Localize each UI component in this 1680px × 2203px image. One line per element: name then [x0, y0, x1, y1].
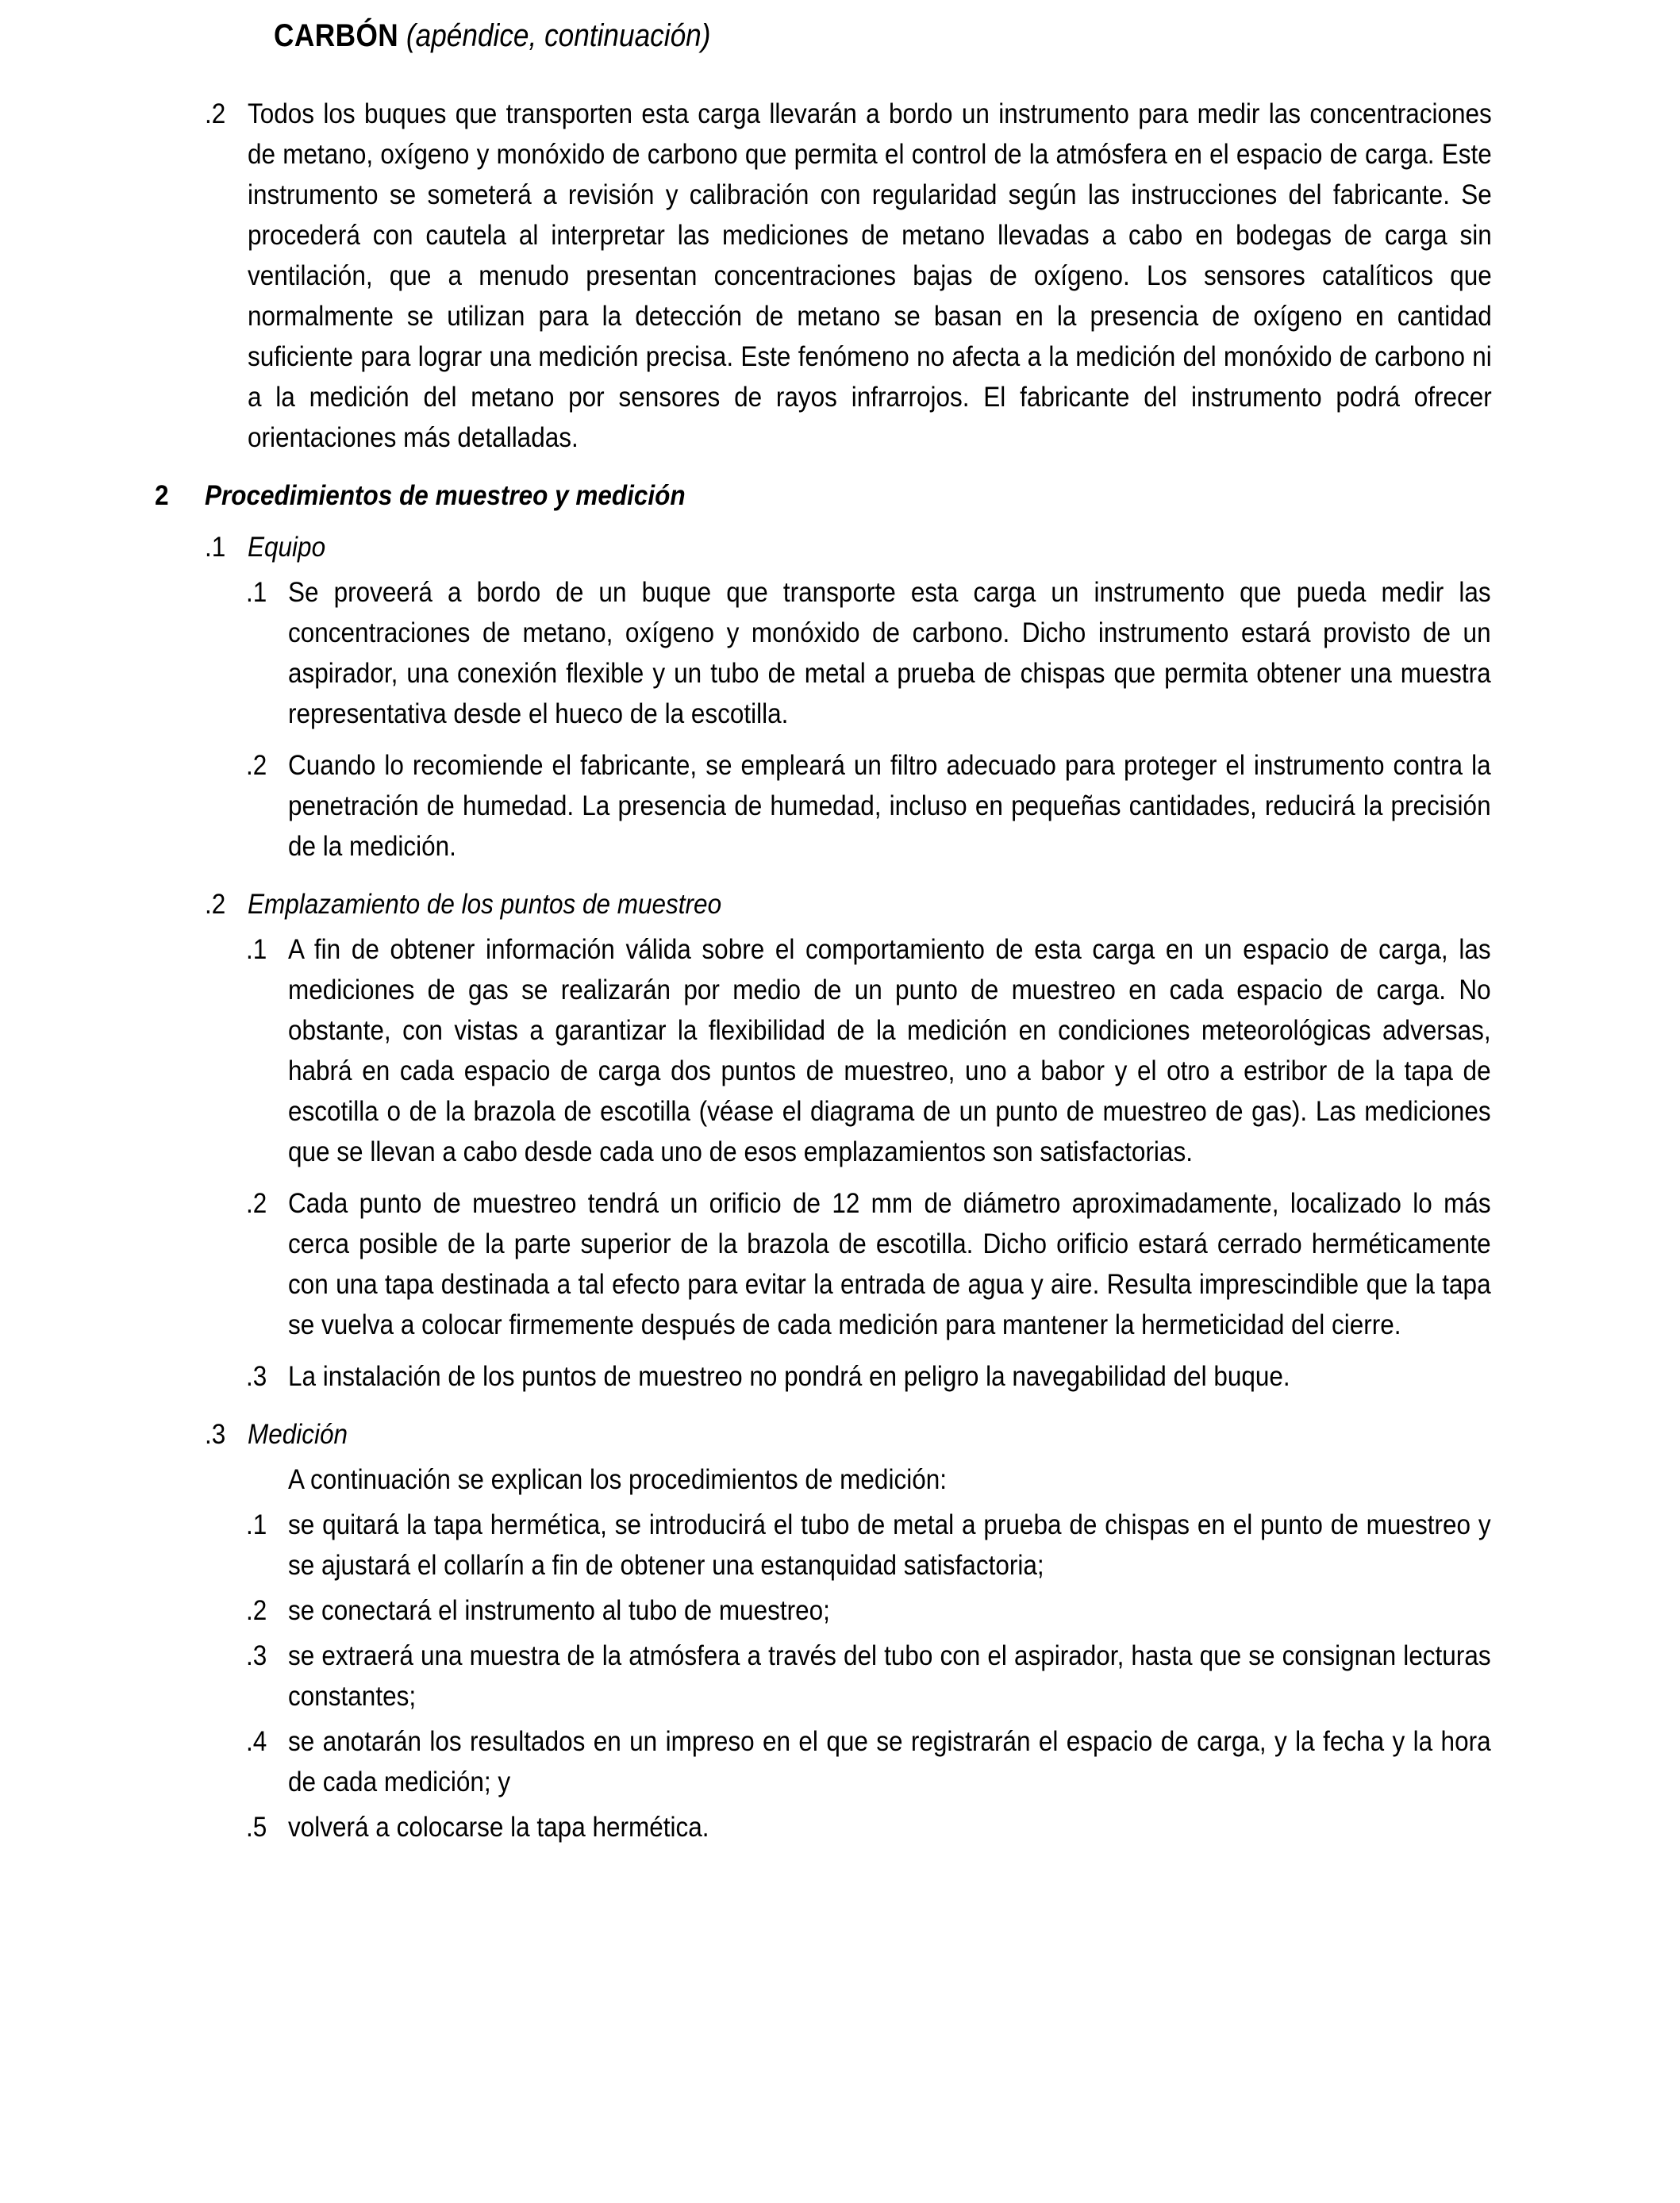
clause-text: se extraerá una muestra de la atmósfera a través del tubo con el aspirador, hasta que se consignan lecturas constantes; — [288, 1640, 1491, 1712]
document-body — [0, 94, 1680, 1847]
spacer — [0, 1345, 1680, 1356]
clause-text: Cada punto de muestreo tendrá un orificio de 12 mm de diámetro aproximadamente, localizado lo más cerca posible de la parte superior de la brazola de escotilla. Dicho orificio estará cerrado herméticamente con una tapa destinada a tal efecto para evitar la entrada de agua y aire. Resulta imprescindible que la tapa se vuelva a colocar firmemente después de cada medición para mantener la hermeticidad del cierre. — [288, 1188, 1491, 1340]
clause-marker: .1 — [246, 1509, 267, 1540]
clause-text: Todos los buques que transporten esta carga llevarán a bordo un instrumento para medir las concentraciones de metano, oxígeno y monóxido de carbono que permita el control de la atmósfera en el espacio de carga. Este instrumento se someterá a revisión y calibración con regularidad según las instrucciones del fabricante. Se procederá con cautela al interpretar las mediciones de metano llevadas a cabo en bodegas de carga sin ventilación, que a menudo presentan concentraciones bajas de oxígeno. Los sensores catalíticos que normalmente se utilizan para la detección de metano se basan en la presencia de oxígeno en cantidad suficiente para lograr una medición precisa. Este fenómeno no afecta a la medición del monóxido de carbono ni a la medición del metano por sensores de rayos infrarrojos. El fabricante del instrumento podrá ofrecer orientaciones más detalladas. — [248, 98, 1492, 453]
clause-text: se anotarán los resultados en un impreso en el que se registrarán el espacio de carga, y la fecha y la hora de cada medición; y — [288, 1726, 1491, 1797]
subsection-number: .1 — [205, 532, 226, 563]
subsection-heading — [0, 527, 1680, 567]
clause-marker: .4 — [246, 1726, 267, 1757]
clause-item — [0, 1590, 1680, 1631]
clause-text: se quitará la tapa hermética, se introducirá el tubo de metal a prueba de chispas en el punto de muestreo y se ajustará el collarín a fin de obtener una estanquidad satisfactoria; — [288, 1509, 1491, 1581]
page-subtitle: (apéndice, continuación) — [406, 18, 711, 53]
spacer — [0, 1397, 1680, 1414]
page-title: CARBÓN — [274, 18, 399, 53]
section-heading — [0, 475, 1680, 516]
clause-marker: .1 — [246, 934, 267, 965]
clause-item — [0, 572, 1680, 734]
spacer — [0, 734, 1680, 745]
clause-text: Se proveerá a bordo de un buque que transporte esta carga un instrumento que pueda medir las concentraciones de metano, oxígeno y monóxido de carbono. Dicho instrumento estará provisto de un aspirador, una conexión flexible y un tubo de metal a prueba de chispas que permita obtener una muestra representativa desde el hueco de la escotilla. — [288, 577, 1491, 729]
clause-marker: .1 — [246, 577, 267, 608]
clause-item — [0, 1636, 1680, 1717]
section-number: 2 — [155, 480, 169, 511]
clause-item — [0, 745, 1680, 867]
spacer — [0, 867, 1680, 884]
clause-item — [0, 1183, 1680, 1345]
clause-item — [0, 94, 1680, 458]
spacer — [0, 516, 1680, 527]
page-header — [274, 17, 710, 54]
subsection-title: Emplazamiento de los puntos de muestreo — [248, 889, 722, 920]
clause-item — [0, 1807, 1680, 1847]
spacer — [0, 458, 1680, 475]
clause-marker: .2 — [246, 1188, 267, 1219]
clause-item — [0, 1721, 1680, 1802]
clause-marker: .5 — [246, 1812, 267, 1843]
clause-item — [0, 929, 1680, 1172]
subsection-number: .3 — [205, 1419, 226, 1450]
clause-marker: .3 — [246, 1640, 267, 1671]
clause-marker: .2 — [246, 750, 267, 781]
clause-marker: .2 — [246, 1595, 267, 1626]
clause-item — [0, 1505, 1680, 1586]
clause-marker: .3 — [246, 1361, 267, 1392]
clause-item — [0, 1356, 1680, 1397]
clause-marker: .2 — [205, 98, 226, 129]
clause-text: La instalación de los puntos de muestreo no pondrá en peligro la navegabilidad del buque. — [288, 1361, 1290, 1392]
subsection-heading — [0, 884, 1680, 925]
clause-text: Cuando lo recomiende el fabricante, se empleará un filtro adecuado para proteger el instrumento contra la penetración de humedad. La presencia de humedad, incluso en pequeñas cantidades, reducirá la precisión de la medición. — [288, 750, 1491, 862]
clause-text: volverá a colocarse la tapa hermética. — [288, 1812, 709, 1843]
subsection-heading — [0, 1414, 1680, 1455]
section-title: Procedimientos de muestreo y medición — [205, 480, 686, 511]
subsection-title: Equipo — [248, 532, 326, 563]
clause-text: se conectará el instrumento al tubo de muestreo; — [288, 1595, 830, 1626]
subsection-title: Medición — [248, 1419, 348, 1450]
spacer — [0, 1172, 1680, 1183]
subsection-number: .2 — [205, 889, 226, 920]
clause-text: A fin de obtener información válida sobre el comportamiento de esta carga en un espacio de carga, las mediciones de gas se realizarán por medio de un punto de muestreo en cada espacio de carga. No obstante, con vistas a garantizar la flexibilidad de la medición en condiciones meteorológicas adversas, habrá en cada espacio de carga dos puntos de muestreo, uno a babor y el otro a estribor de la tapa de escotilla o de la brazola de escotilla (véase el diagrama de un punto de muestreo de gas). Las mediciones que se llevan a cabo desde cada uno de esos emplazamientos son satisfactorias. — [288, 934, 1491, 1167]
intro-paragraph: A continuación se explican los procedimientos de medición: — [288, 1464, 947, 1495]
